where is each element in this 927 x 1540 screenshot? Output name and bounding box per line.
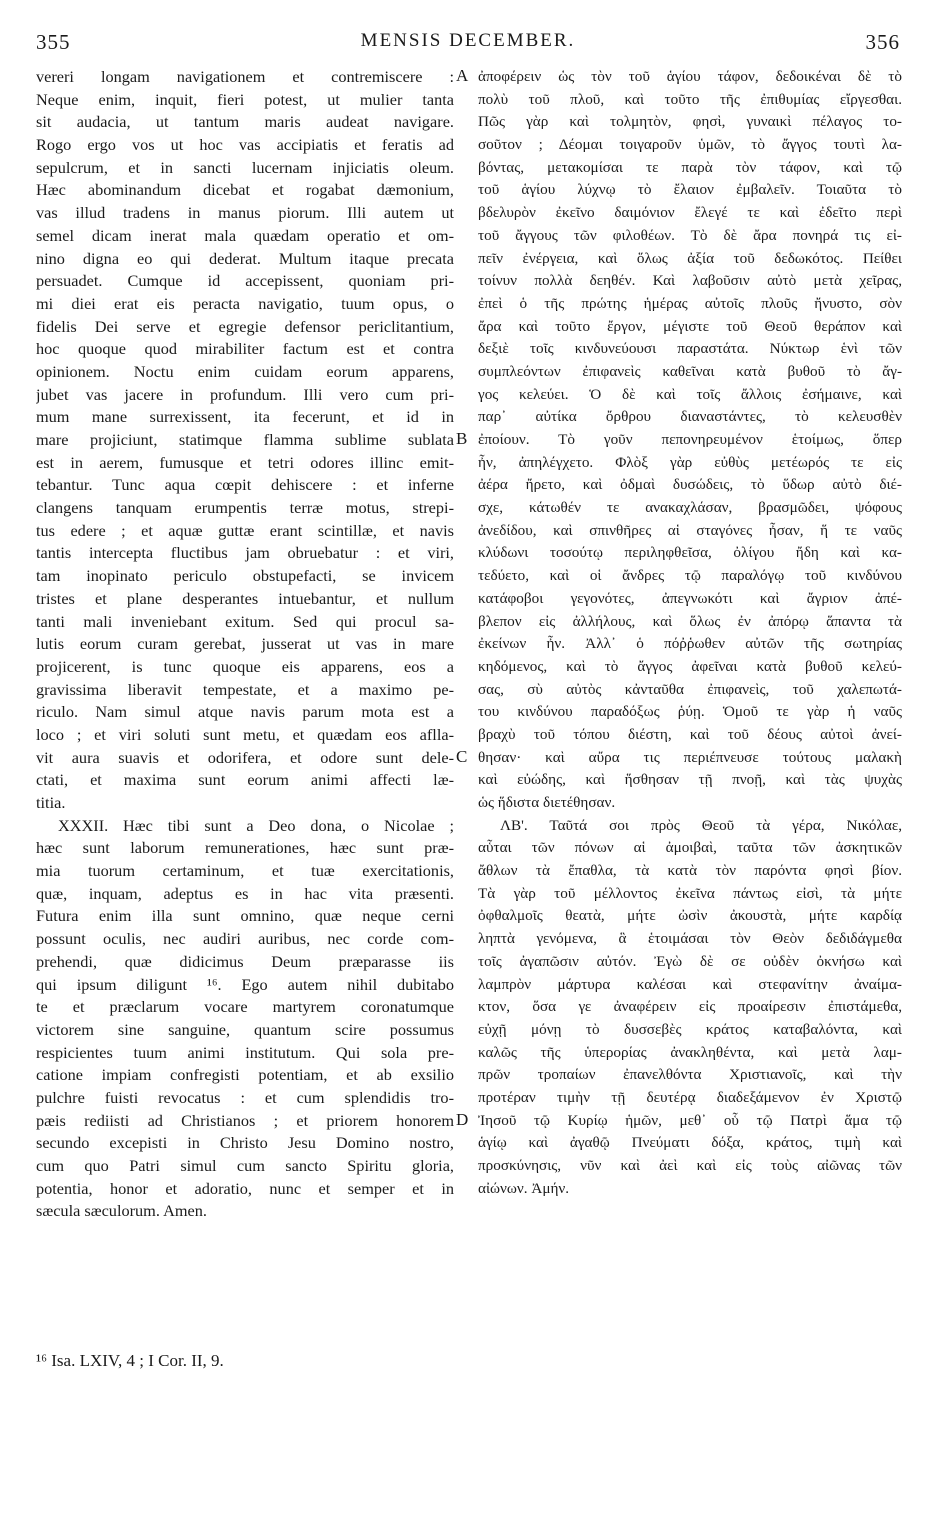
latin-text-line: mum mane surrexissent, ita fecerunt, et id in [36,407,454,427]
greek-text-line: αἰώνων. Ἀμήν. [478,1179,570,1197]
margin-letter-b: B [456,429,468,448]
latin-text-line: vas illud tradens in manus piorum. Illi autem ut [36,203,454,223]
latin-text-line: pulchre fuisti revocatus : et cum splendidis tro- [36,1087,454,1107]
latin-text-line: jubet vas jacere in profundum. Illi vero cum pri- [36,384,454,404]
latin-text-line: sæcula sæculorum. Amen. [36,1201,207,1221]
greek-text-line: καὶ εὐώδης, καὶ ἥσθησαν τῇ πνοῇ, καὶ τὰς ψυχὰς [478,771,902,789]
latin-text-line: loco ; et viri soluti sunt metu, et quædam eos aflla- [36,724,454,744]
greek-text-line: Πῶς γὰρ καὶ τολμητὸν, φησὶ, γυναικὶ πέλαγος το- [478,113,902,131]
latin-text-line: possunt oculis, nec audiri auribus, nec corde com- [36,929,454,949]
greek-text-line: ἐποίουν. Τὸ γοῦν πεπονηρευμένον ἑτοίμως, ὅπερ [478,431,902,448]
latin-text-line: mia tuorum certaminum, et tuæ exercitationis, [36,861,454,881]
greek-text-line: τοῦ ἁγίου λύχνῳ τὸ ἔλαιον ἐμβαλεῖν. Τοιαῦτα τὸ [478,181,902,199]
greek-text-line: παρ᾽ αὐτίκα ὄρθρου διαναστάντες, τὸ κελευσθὲν [478,408,902,426]
latin-text-line: tanti mali inveniebant exitum. Sed qui procul sa- [36,611,454,631]
greek-text-line: ἐπεὶ ὁ τῆς πρώτης ἡμέρας αὐτοῖς πλοῦς ἤνυστο, σὸν [478,294,902,312]
latin-text-line: catione impiam confregisti potentiam, et ab exsilio [36,1065,454,1085]
greek-text-line: βδελυρὸν ἐκεῖνο δαιμόνιον ἔλεγέ τε καὶ ἐδεῖτο περὶ [478,204,902,222]
latin-text-line: opinionem. Noctu enim cuidam eorum apparens, [36,361,454,381]
latin-text-line: sit audacia, ut tantum maris audeat navigare. [36,112,454,132]
greek-text-line: ἀνεδίδου, καὶ σπινθῆρες αἱ σταγόνες ἦσαν, ἥ τε ναῦς [478,521,902,539]
greek-text-line: πρῶν τροπαίων ἐπανελθόντα Χριστιανοῖς, καὶ τὴν [478,1066,902,1084]
greek-text-line: ἄθλων τὰ ἔπαθλα, τὰ κατὰ τὸν παρόντα φησὶ βίον. [478,862,902,880]
latin-text-line: titia. [36,793,66,812]
margin-letter-d: D [456,1110,469,1129]
latin-text-line: sepulcrum, et in sancti lucernam injiciatis oleum. [36,157,454,177]
latin-text-line: gravissima liberavit tempestate, et a maximo pe- [36,679,454,699]
greek-text-line: προτέραν τιμὴν τῇ δευτέρᾳ διαδεξάμενον ἐν Χριστῷ [478,1088,902,1106]
greek-text-line: βραχὺ τοῦ τόπου διέστη, καὶ τοῦ δέους αὐτοὶ ἀνεί- [478,725,902,743]
latin-text-line: secundo excepisti in Christo Jesu Domino nostro, [36,1133,454,1153]
greek-text-line: ὀφθαλμοῖς θεατὰ, μήτε ὠσὶν ἀκουστὰ, μήτε καρδίᾳ [478,907,902,925]
latin-column [36,66,454,1223]
latin-text-line: tebantur. Tunc aqua cœpit dehiscere : et inferne [36,475,454,495]
greek-text-line: πολὺ τοῦ πλοῦ, καὶ τοῦτο τῆς ἐπιθυμίας εἴργεσθαι. [478,90,902,108]
greek-text-line: θησαν· καὶ αὔρα τις περιέπνευσε τούτους μαλακὴ [478,748,902,766]
greek-text-line: τοῖς ἀγαπῶσιν αὐτόν. Ἐγὼ δὲ σε οὐδὲν ὀκνήσω καὶ [478,952,902,970]
latin-text-line: fidelis Dei serve et egregie defensor periclitantium, [36,316,454,336]
latin-text-line: quæ, inquam, adeptus es in hac vita præsenti. [36,883,454,903]
latin-text-line: hoc quoque quod mirabiliter factum est et contra [36,339,454,359]
latin-text-line: te et præclarum vocare martyrem coronatumque [36,997,454,1017]
greek-text-line: σοῦτον ; Δέομαι τοιγαροῦν ὑμῶν, τὸ ἄγγος τουτὶ λα- [478,136,902,154]
margin-letter-c: C [456,747,468,766]
latin-text-line: potentia, honor et adoratio, nunc et semper et in [36,1178,454,1198]
page-number-left: 355 [36,30,71,54]
greek-text-line: συμπλεόντων ἐπιφανεὶς καθεῖναι κατὰ βυθοῦ τὸ ἄγ- [478,362,902,380]
latin-text-line: lutis eorum curam gerebat, jusserat ut vas in mare [36,634,454,654]
greek-text-line: ληπτὰ γενόμενα, ἃ ἑτοιμάσαι τὸν Θεὸν δεδιδάγμεθα [478,930,902,948]
greek-text-line: βλεπον εἰς ἀλλήλους, καὶ ὅλως ἐν ἀπόρῳ ἅπαντα τὰ [478,612,902,630]
greek-text-line: σας, σὺ αὐτὸς κἀνταῦθα ἐπιφανεὶς, τοῦ χαλεπωτά- [478,680,902,698]
latin-text-line: tam inopinato periculo obstupefacti, se invicem [36,566,454,586]
latin-text-line: hæc sunt laborum remunerationes, hæc sunt præ- [36,838,454,858]
latin-text-line: riculo. Nam simul atque navis parum mota est a [36,702,454,722]
footnote: ¹⁶ Isa. LXIV, 4 ; I Cor. II, 9. [36,1351,224,1370]
latin-text-line: Hæc abominandum dicebat et rogabat dæmonium, [36,180,454,200]
latin-text-line: mi diei erat eis peracta navigatio, tuum opus, o [36,293,454,313]
running-title: MENSIS DECEMBER. [360,30,576,51]
latin-text-line: est in aerem, fumusque et tetri odores illinc emit- [36,452,454,472]
latin-text-line: prehendi, quæ didicimus Deum præparasse iis [36,951,454,971]
greek-text-line: τοῦ ἄγγους τῶν φιλοθέων. Τὸ δὲ ἄρα πονηρά τις εἰ- [478,226,902,244]
greek-text-line: του κινδύνου παραδόξως ῥύῃ. Ὁμοῦ τε γὰρ ἡ ναῦς [478,703,902,721]
greek-text-line: γος κελεύει. Ὁ δὲ καὶ τοῖς ἄλλοις ἐσήμαινε, καὶ [478,385,902,403]
latin-text-line: respicientes tuum animi institutum. Qui sola pre- [36,1042,454,1062]
latin-text-line: projicerent, is tunc quoque eis apparens, eos a [36,656,454,676]
latin-text-line: qui ipsum diligunt ¹⁶. Ego autem nihil dubitabo [36,974,454,994]
latin-text-line: Rogo ergo vos ut hoc vas accipiatis et feratis ad [36,135,454,155]
greek-text-line: Τὰ γὰρ τοῦ μέλλοντος ἐκεῖνα πάντως εἰσὶ, τὰ μήτε [478,884,902,902]
greek-text-line: ἄρα καὶ τοῦτο ἔργον, μέγιστε τοῦ Θεοῦ θεράπον καὶ [478,317,902,335]
greek-text-line: τοίνυν πολλὰ δεηθέν. Καὶ λαβοῦσιν αὐτὸ μετὰ χεῖρας, [478,272,902,290]
greek-text-line: ἐκείνων ἦν. Ἀλλ᾽ ὁ πόῤῥωθεν αὐτῶν τῆς σωτηρίας [478,635,902,653]
latin-text-line: vit aura suavis et odorifera, et odore sunt dele- [36,747,454,767]
latin-text-line: victorem sine sanguine, quantum scire possumus [36,1019,454,1039]
latin-text-line: persuadet. Cumque id accepissent, quoniam pri- [36,271,454,291]
latin-text-line: mare projiciunt, statimque flamma sublime sublata [36,430,454,449]
latin-text-line: semel dicam inerat mala quædam operatio et om- [36,225,454,245]
greek-text-line: ΛΒ'. Ταῦτά σοι πρὸς Θεοῦ τὰ γέρα, Νικόλαε, [500,816,902,834]
page-header [36,30,900,60]
page-number-right: 356 [865,30,900,54]
greek-text-line: ἁγίῳ καὶ ἀγαθῷ Πνεύματι δόξα, κράτος, τιμὴ καὶ [478,1134,902,1152]
latin-text-line: pæis rediisti ad Christianos ; et priorem honorem [36,1110,454,1130]
greek-text-line: ἀέρα ἤρετο, καὶ ὀδμαὶ δυσώδεις, τὸ ὕδωρ αὐτὸ διέ- [478,476,902,494]
latin-text-line: clangens tanquam erumpentis terræ motus, strepi- [36,498,454,518]
greek-text-line: κτον, ὅσα γε ἀναφέρειν εἰς προαίρεσιν ἐπιστάμεθα, [478,998,902,1016]
latin-text-line: cum quo Patri simul cum sancto Spiritu gloria, [36,1156,454,1175]
latin-text-line: tristes et plane desperantes intuebantur, et nullum [36,588,454,608]
latin-text-line: Neque enim, inquit, fieri potest, ut mulier tanta [36,89,454,109]
greek-text-line: ὡς ἥδιστα διετέθησαν. [478,794,616,811]
greek-text-line: βόντας, μετακομίσαι τε παρὰ τὸν τάφον, καὶ τῷ [478,158,902,176]
greek-text-line: ἦν, ἀπηλέγχετο. Φλὸξ γὰρ εὐθὺς μετέωρός τε εἰς [478,453,902,471]
greek-text-line: κηδόμενος, καὶ τὸ ἄγγος ἀφεῖναι κατὰ βυθοῦ κελεύ- [478,657,902,675]
latin-text-line: ctati, et maxima sunt eorum animi affecti læ- [36,770,454,790]
greek-column [478,66,902,1200]
latin-text-line: XXXII. Hæc tibi sunt a Deo dona, o Nicolae ; [58,815,454,835]
greek-text-line: λαμπρὸν μάρτυρα καλέσαι καὶ στεφανίτην ἀναίμα- [478,975,902,993]
greek-text-line: προσκύνησις, νῦν καὶ ἀεὶ καὶ εἰς τοὺς αἰῶνας τῶν [478,1157,902,1174]
greek-text-line: πεῖν ἐνέργεια, καὶ ὅλως ἀξία τοῦ δεδωκότος. Πείθει [478,249,902,267]
greek-text-line: αὗται τῶν πόνων αἱ ἀμοιβαὶ, ταῦτα τῶν ἀσκητικῶν [478,839,902,857]
latin-text-line: tantis intercepta fluctibus jam obruebatur : et viri, [36,543,454,563]
latin-text-line: tus edere ; et aquæ guttæ erant scintillæ, et navis [36,520,454,540]
greek-text-line: δεξιὲ τοῖς κινδυνεύουσι παραστάτα. Νύκτωρ ἑνὶ τῶν [478,340,902,358]
greek-text-line: καλῶς τῆς ὑπερορίας ἀνακληθέντα, καὶ μετὰ λαμ- [478,1043,902,1061]
greek-text-line: τεδύετο, καὶ οἱ ἄνδρες τῷ παραλόγῳ τοῦ κινδύνου [478,567,902,585]
greek-text-line: σχε, κάτωθέν τε ανακαχλάσαν, βρασμῶδει, ψόφους [478,499,902,517]
latin-text-line: vereri longam navigationem et contremiscere : [36,67,454,86]
greek-text-line: εὐχῇ μόνῃ τὸ δυσσεβὲς κράτος καταβαλόντα, καὶ [478,1020,902,1038]
margin-letter-a: A [456,66,469,85]
latin-text-line: Futura enim illa sunt omnino, quæ neque cerni [36,906,454,926]
greek-text-line: κλύδωνι τοσούτῳ περιληφθεῖσα, ὀλίγου ἤδη καὶ κα- [478,544,902,562]
greek-text-line: ἀποφέρειν ὡς τὸν τοῦ ἁγίου τάφον, δεδοικέναι δὲ τὸ [478,68,902,85]
greek-text-line: κατάφοβοι γεγονότες, ἀπεγνωκότι καὶ ἄγριον ἀπέ- [478,589,902,607]
latin-text-line: nino digna eo qui dederat. Multum itaque precata [36,248,454,268]
greek-text-line: Ἰησοῦ τῷ Κυρίῳ ἡμῶν, μεθ᾽ οὗ τῷ Πατρὶ ἅμα τῷ [478,1111,902,1129]
